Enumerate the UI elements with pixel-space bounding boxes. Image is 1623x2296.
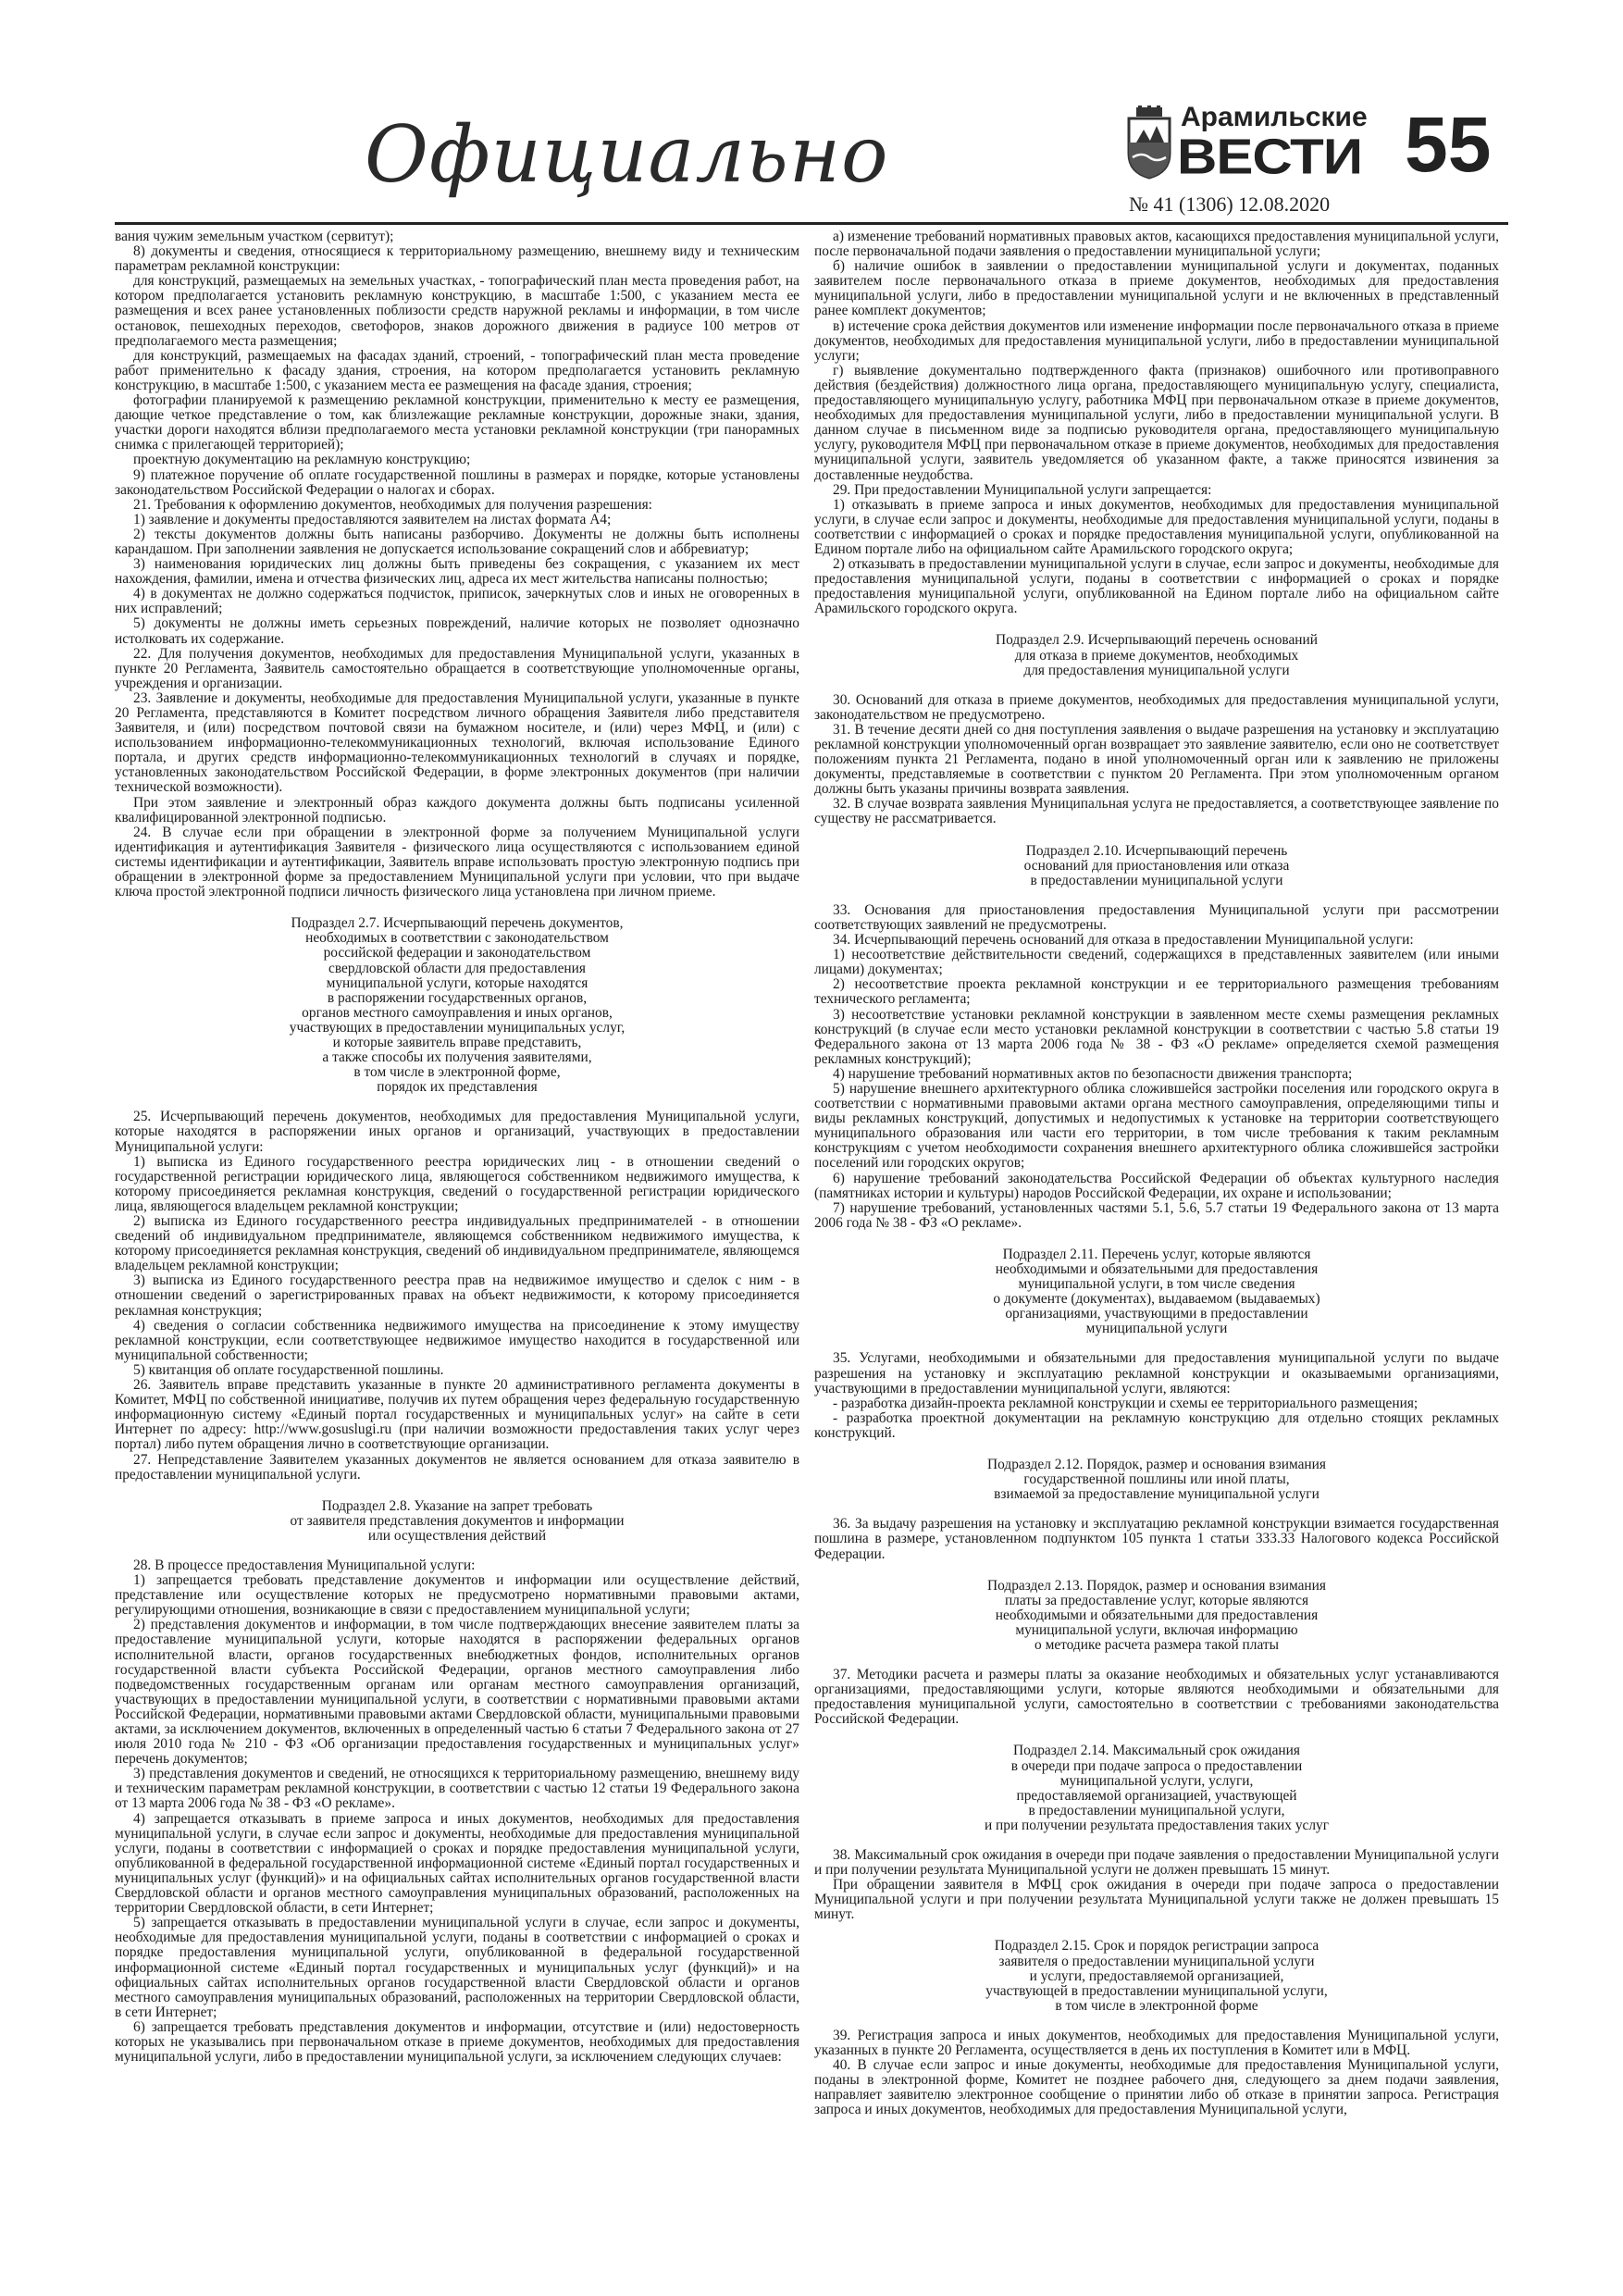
- subsection-heading-line: российской федерации и законодательством: [323, 945, 591, 962]
- paragraph: 38. Максимальный срок ожидания в очереди при подаче заявления о предоставлении Муниципальной услуги и при получении результата Муниципальной услуги не должен превышать 15 минут.: [814, 1847, 1499, 1879]
- paragraph: 1) несоответствие действительности сведений, содержащихся в представленных заявителем (или иными лицами) документах;: [814, 947, 1499, 978]
- subsection-heading-line: в предоставлении муниципальной услуги,: [1028, 1802, 1285, 1818]
- paragraph: 6) нарушение требований законодательства Российской Федерации об объектах культурного наследия (памятниках истории и культуры) народов Российской Федерации, их охране и использовании;: [814, 1170, 1499, 1201]
- issue-number-date: № 41 (1306) 12.08.2020: [1129, 192, 1331, 216]
- paragraph: 3) несоответствие установки рекламной конструкции в заявленном месте схемы размещения рекламных конструкций (в случае если место установки рекламной конструкции в соответствии с частью 5.8 статьи 19 Федерального закона от 13 марта 2006 года № 38 - ФЗ «О рекламе» определяется схемой размещения рекламных конструкций);: [814, 1006, 1499, 1067]
- paragraph: 2) выписка из Единого государственного реестра индивидуальных предпринимателей - в отношении сведений об индивидуальном предпринимателе, являющемся собственником недвижимого имущества, к которому присоединяется рекламная конструкция, сведений об индивидуальном предпринимателе, являющемся владельцем рекламной конструкции;: [115, 1213, 799, 1274]
- paragraph: 5) запрещается отказывать в предоставлении муниципальной услуги в случае, если запрос и документы, необходимые для предоставления муниципальной услуги, поданы в соответствии с информацией о сроках и порядке предоставления муниципальной услуги, опубликованной в федеральной государственной информационной системе «Единый портал государственных и муниципальных услуг (функций)» и на официальных сайтах исполнительных органов государственной власти Свердловской области и органов местного самоуправления муниципальных образований, расположенных на территории Свердловской области, в сети Интернет;: [115, 1915, 799, 2020]
- paragraph: 32. В случае возврата заявления Муниципальная услуга не предоставляется, а соответствующее заявление по существу не рассматривается.: [814, 796, 1499, 827]
- subsection-heading: [115, 916, 799, 1095]
- subsection-heading-line: и при получении результата предоставления таких услуг: [984, 1817, 1330, 1833]
- paragraph: 31. В течение десяти дней со дня поступления заявления о выдаче разрешения на установку и эксплуатацию рекламной конструкции уполномоченный орган возвращает это заявление заявителю, если оно не соответствует положениям пункта 21 Регламента, подано в иной уполномоченный орган или к заявлению не приложены документы, представляемые в соответствии с пунктом 20 Регламента. При этом уполномоченным органом должны быть указаны причины возврата заявления.: [814, 721, 1499, 798]
- paragraph: 4) нарушение требований нормативных актов по безопасности движения транспорта;: [833, 1065, 1353, 1082]
- paragraph: 36. За выдачу разрешения на установку и эксплуатацию рекламной конструкции взимается государственная пошлина в размере, установленном подпунктом 105 пункта 1 статьи 333.33 Налогового кодекса Российской Федерации.: [814, 1516, 1499, 1562]
- subsection-heading: [814, 1939, 1499, 2013]
- paragraph: фотографии планируемой к размещению рекламной конструкции, применительно к месту ее размещения, дающие четкое представление о том, как близлежащие рекламные конструкции, дорожные знаки, здания, участки дороги находятся вблизи предполагаемого места установки рекламной конструкции (три панорамных снимка с прилегающей территорией);: [115, 392, 799, 453]
- subsection-heading-line: порядок их представления: [377, 1079, 538, 1096]
- paragraph: 30. Оснований для отказа в приеме документов, необходимых для предоставления муниципальной услуги, законодательством не предусмотрено.: [814, 691, 1499, 723]
- subsection-heading-line: и услуги, предоставляемой организацией,: [1029, 1967, 1284, 1984]
- paragraph: 2) несоответствие проекта рекламной конструкции и ее территориального размещения требованиям технического регламента;: [814, 976, 1499, 1008]
- subsection-heading-line: Подраздел 2.15. Срок и порядок регистрации запроса: [994, 1938, 1319, 1955]
- subsection-heading-line: необходимыми и обязательными для предоставления: [995, 1607, 1319, 1623]
- paragraph: 3) наименования юридических лиц должны быть приведены без сокращения, с указанием их мест нахождения, фамилии, имена и отчества физических лиц, адреса их мест жительства написаны полностью;: [115, 556, 799, 588]
- subsection-heading-line: о методике расчета размера такой платы: [1035, 1636, 1279, 1653]
- paragraph: в) истечение срока действия документов или изменение информации после первоначального отказа в приеме документов, необходимых для предоставления муниципальной услуги, либо в предоставлении муниципальной услуги;: [814, 317, 1499, 364]
- subsection-heading-line: или осуществления действий: [367, 1527, 547, 1544]
- subsection-heading: [814, 1247, 1499, 1337]
- subsection-heading-line: предоставляемой организацией, участвующей: [1016, 1787, 1297, 1804]
- paragraph: г) выявление документально подтвержденного факта (признаков) ошибочного или противоправного действия (бездействия) должностного лица органа, предоставляющего муниципальную услугу, специалиста, предоставляющего муниципальную услугу, работника МФЦ при первоначальном отказе в приеме документов, необходимых для предоставления муниципальной услуги, либо в предоставлении муниципальной услуги. В данном случае в письменном виде за подписью руководителя органа, предоставляющего муниципальную услугу, руководителя МФЦ при первоначальном отказе в приеме документов, необходимых для предоставления муниципальной услуги, заявитель уведомляется об указанном факте, а также приносятся извинения за доставленные неудобства.: [814, 362, 1499, 483]
- paragraph: 6) запрещается требовать представления документов и информации, отсутствие и (или) недостоверность которых не указывались при первоначальном отказе в приеме документов, необходимых для предоставления муниципальной услуги, либо в предоставлении муниципальной услуги, за исключением следующих случаев:: [115, 2018, 799, 2066]
- subsection-heading-line: в том числе в электронной форме,: [353, 1064, 561, 1081]
- subsection-heading-line: государственной пошлины или иной платы,: [1023, 1471, 1290, 1488]
- paragraph: для конструкций, размещаемых на фасадах зданий, строений, - топографический план места проведение работ применительно к фасаду здания, строения, на котором предполагается установить рекламную конструкцию, в масштабе 1:500, с указанием места ее размещения на фасаде здания, строения;: [115, 347, 799, 393]
- subsection-heading-line: Подраздел 2.14. Максимальный срок ожидания: [1013, 1743, 1300, 1759]
- paragraph: 33. Основания для приостановления предоставления Муниципальной услуги при рассмотрении соответствующих заявлений не предусмотрены.: [814, 901, 1499, 933]
- subsection-heading-line: для отказа в приеме документов, необходимых: [1014, 647, 1299, 664]
- paragraph: 2) представления документов и информации, в том числе подтверждающих внесение заявителем платы за предоставление муниципальной услуги, которые находятся в распоряжении федеральных органов исполнительной власти, органов государственных внебюджетных фондов, исполнительных органов государственной власти субъекта Российской Федерации, органов местного самоуправления либо подведомственных государственным органам или органам местного самоуправления организаций, участвующих в предоставлении муниципальной услуги, в соответствии с нормативными правовыми актами Российской Федерации, нормативными правовыми актами Свердловской области, муниципальными правовыми актами, за исключением документов, включенных в определенный частью 6 статьи 7 Федерального закона от 27 июля 2010 года № 210 - ФЗ «Об организации предоставления государственных и муниципальных услуг» перечень документов;: [115, 1617, 799, 1768]
- paragraph: 29. При предоставлении Муниципальной услуги запрещается:: [833, 481, 1212, 498]
- subsection-heading-line: взимаемой за предоставление муниципальной услуги: [994, 1486, 1319, 1503]
- paragraph: 3) представления документов и сведений, не относящихся к территориальному размещению, внешнему виду и техническим параметрам рекламной конструкции, в соответствии с частью 12 статьи 19 Федерального закона от 13 марта 2006 года № 38 - ФЗ «О рекламе».: [115, 1766, 799, 1812]
- subsection-heading: [814, 1579, 1499, 1653]
- paragraph: 4) запрещается отказывать в приеме запроса и иных документов, необходимых для предоставления муниципальной услуги, в случае если запрос и документы, необходимые для предоставления муниципальной услуги, поданы в соответствии с информацией о сроках и порядке предоставления муниципальной услуги, опубликованной в федеральной государственной информационной системе «Единый портал государственных и муниципальных услуг (функций)» и на официальных сайтах исполнительных органов государственной власти Свердловской области и органов местного самоуправления муниципальных образований, расположенных на территории Свердловской области, в сети Интернет;: [115, 1810, 799, 1917]
- subsection-heading: [814, 1744, 1499, 1833]
- subsection-heading-line: о документе (документах), выдаваемом (выдаваемых): [993, 1291, 1320, 1308]
- paragraph: 21. Требования к оформлению документов, необходимых для получения разрешения:: [133, 496, 652, 513]
- subsection-heading-line: Подраздел 2.13. Порядок, размер и основания взимания: [987, 1577, 1326, 1594]
- paragraph: 5) нарушение внешнего архитектурного облика сложившейся застройки поселения или городского округа в соответствии с нормативными правовыми актами органа местного самоуправления, определяющими типы и виды рекламных конструкций, допустимых и недопустимых к установке на территории соответствующего муниципального образования или части его территории, в том числе требования к таким рекламным конструкциям с учетом необходимости сохранения внешнего архитектурного облика сложившейся застройки поселений или городских округов;: [814, 1080, 1499, 1172]
- subsection-heading-line: Подраздел 2.8. Указание на запрет требовать: [321, 1497, 593, 1514]
- logo-main-word: ВЕСТИ: [1177, 128, 1362, 185]
- newspaper-logo[interactable]: [1123, 100, 1368, 185]
- subsection-heading-line: организациями, участвующими в предоставлении: [1005, 1306, 1308, 1322]
- paragraph: При этом заявление и электронный образ каждого документа должны быть подписаны усиленной квалифицированной электронной подписью.: [115, 794, 799, 825]
- subsection-heading: [115, 1499, 799, 1544]
- masthead: [115, 100, 1508, 224]
- coat-of-arms-icon: [1123, 105, 1175, 180]
- paragraph: - разработка проектной документации на рекламную конструкцию для отдельно стоящих рекламных конструкций.: [814, 1409, 1499, 1441]
- article-column-left: [115, 230, 799, 2065]
- paragraph: 26. Заявитель вправе представить указанные в пункте 20 административного регламента документы в Комитет, МФЦ по собственной инициативе, получив их путем обращения через федеральную государственную информационную систему «Единый портал государственных и муниципальных услуг» на сайте в сети Интернет по адресу: http://www.gosuslugi.ru (при наличии возможности предоставления таких услуг через портал) либо путем обращения лично в соответствующие организации.: [115, 1377, 799, 1453]
- page-number: 55: [1405, 101, 1492, 188]
- paragraph: 40. В случае если запрос и иные документы, необходимые для предоставления Муниципальной услуги, поданы в электронной форме, Комитет не позднее рабочего дня, следующего за днем подачи заявления, направляет заявителю электронное сообщение о принятии либо об отказе в принятии запроса. Регистрация запроса и иных документов, необходимых для предоставления Муниципальной услуги,: [814, 2057, 1499, 2118]
- subsection-heading-line: а также способы их получения заявителями,: [322, 1049, 592, 1066]
- paragraph: 1) отказывать в приеме запроса и иных документов, необходимых для предоставления муниципальной услуги, в случае если запрос и документы, необходимые для предоставления муниципальной услуги, поданы в соответствии с информацией о сроках и порядке предоставления муниципальной услуги, опубликованной на Едином портале либо на официальном сайте Арамильского городского округа;: [814, 496, 1499, 557]
- paragraph: - разработка дизайн-проекта рекламной конструкции и схемы ее территориального размещения;: [833, 1395, 1419, 1411]
- paragraph: 37. Методики расчета и размеры платы за оказание необходимых и обязательных услуг устанавливаются организациями, предоставляющими услуги, которые являются необходимыми и обязательными для предоставления муниципальной услуги, самостоятельно в соответствии с требованиями законодательства Российской Федерации.: [814, 1667, 1499, 1728]
- paragraph: 2) тексты документов должны быть написаны разборчиво. Документы не должны быть исполнены карандашом. При заполнении заявления не допускается использование сокращений слов и аббревиатур;: [115, 526, 799, 557]
- paragraph: 1) выписка из Единого государственного реестра юридических лиц - в отношении сведений о государственной регистрации юридического лица, являющегося собственником недвижимого имущества, к которому присоединяется рекламная конструкция, сведений о государственной регистрации юридического лица, являющегося владельцем рекламной конструкции;: [115, 1153, 799, 1214]
- paragraph: а) изменение требований нормативных правовых актов, касающихся предоставления муниципальной услуги, после первоначальной подачи заявления о предоставлении муниципальной услуги;: [814, 229, 1499, 260]
- subsection-heading-line: участвующих в предоставлении муниципальных услуг,: [289, 1019, 626, 1036]
- paragraph: 35. Услугами, необходимыми и обязательными для предоставления муниципальной услуги по выдаче разрешения на установку и эксплуатацию рекламной конструкции и оказываемыми организациями, участвующими в предоставлении муниципальной услуги, являются:: [814, 1350, 1499, 1396]
- subsection-heading-line: платы за предоставление услуг, которые являются: [1004, 1592, 1309, 1608]
- paragraph: 8) документы и сведения, относящиеся к территориальному размещению, внешнему виду и техническим параметрам рекламной конструкции:: [115, 243, 799, 275]
- subsection-heading-line: муниципальной услуги, которые находятся: [326, 974, 588, 991]
- paragraph: 28. В процессе предоставления Муниципальной услуги:: [133, 1557, 476, 1573]
- paragraph: 2) отказывать в предоставлении муниципальной услуги в случае, если запрос и документы, необходимые для предоставления муниципальной услуги, поданы в соответствии с информацией о сроках и порядке предоставления муниципальной услуги, опубликованной на Едином портале либо на официальном сайте Арамильского городского округа.: [814, 556, 1499, 617]
- article-column-right: [814, 230, 1499, 2118]
- paragraph: 3) выписка из Единого государственного реестра прав на недвижимое имущество и сделок с ним - в отношении сведений о зарегистрированных правах на объект недвижимости, к которому присоединяется рекламная конструкция;: [115, 1272, 799, 1319]
- subsection-heading-line: от заявителя представления документов и информации: [290, 1512, 625, 1529]
- subsection-heading: [814, 1458, 1499, 1502]
- section-title: Официально: [365, 109, 889, 200]
- header-rule: [115, 222, 1508, 225]
- paragraph: 24. В случае если при обращении в электронной форме за получением Муниципальной услуги идентификация и аутентификация Заявителя - физического лица осуществляются с использованием единой системы идентификации и аутентификации, Заявитель вправе использовать простую электронную подпись при обращении в электронной форме за предоставлением Муниципальной услуги при условии, что при выдаче ключа простой электронной подписи личность физического лица установлена при личном приеме.: [115, 824, 799, 900]
- paragraph: вания чужим земельным участком (сервитут);: [115, 229, 394, 244]
- paragraph: 25. Исчерпывающий перечень документов, необходимых для предоставления Муниципальной услуги, которые находятся в распоряжении иных органов и организаций, участвующих в предоставлении Муниципальной услуги:: [115, 1109, 799, 1155]
- paragraph: 27. Непредставление Заявителем указанных документов не является основанием для отказа заявителю в предоставлении муниципальной услуги.: [115, 1451, 799, 1483]
- paragraph: 22. Для получения документов, необходимых для предоставления Муниципальной услуги, указанных в пункте 20 Регламента, Заявитель самостоятельно обращается в соответствующие уполномоченные органы, учреждения и организации.: [115, 645, 799, 691]
- subsection-heading: [814, 633, 1499, 677]
- paragraph: 9) платежное поручение об оплате государственной пошлины в размерах и порядке, которые установлены законодательством Российской Федерации о налогах и сборах.: [115, 466, 799, 498]
- paragraph: При обращении заявителя в МФЦ срок ожидания в очереди при подаче запроса о предоставлении Муниципальной услуги и при получении результата Муниципальной услуги также не должен превышать 15 минут.: [814, 1877, 1499, 1923]
- subsection-heading-line: органов местного самоуправления и иных органов,: [302, 1004, 613, 1021]
- subsection-heading-line: необходимыми и обязательными для предоставления: [995, 1261, 1319, 1277]
- subsection-heading-line: необходимых в соответствии с законодательством: [305, 930, 609, 947]
- paragraph: б) наличие ошибок в заявлении о предоставлении муниципальной услуги и документах, поданных заявителем после первоначального отказа в приеме документов, необходимых для предоставления муниципальной услуги, либо в предоставлении муниципальной услуги и не включенных в представленный ранее комплект документов;: [814, 258, 1499, 319]
- paragraph: 5) документы не должны иметь серьезных повреждений, наличие которых не позволяет однозначно истолковать их содержание.: [115, 615, 799, 647]
- paragraph: проектную документацию на рекламную конструкцию;: [133, 452, 471, 468]
- subsection-heading-line: участвующей в предоставлении муниципальной услуги,: [985, 1982, 1328, 1999]
- paragraph: 39. Регистрация запроса и иных документов, необходимых для предоставления Муниципальной услуги, указанных в пункте 20 Регламента, осуществляется в день их поступления в Комитет или в МФЦ.: [814, 2027, 1499, 2059]
- subsection-heading-line: для предоставления муниципальной услуги: [1023, 662, 1290, 678]
- subsection-heading-line: Подраздел 2.11. Перечень услуг, которые являются: [1002, 1246, 1311, 1262]
- paragraph: 34. Исчерпывающий перечень оснований для отказа в предоставлении Муниципальной услуги:: [833, 932, 1414, 949]
- subsection-heading-line: оснований для приостановления или отказа: [1023, 857, 1290, 874]
- subsection-heading-line: в предоставлении муниципальной услуги: [1030, 872, 1283, 888]
- paragraph: 7) нарушение требований, установленных частями 5.1, 5.6, 5.7 статьи 19 Федерального закона от 13 марта 2006 года № 38 - ФЗ «О рекламе».: [814, 1199, 1499, 1231]
- paragraph: 4) сведения о согласии собственника недвижимого имущества на присоединение к этому имуществу рекламной конструкции, если соответствующее недвижимое имущество находится в государственной или муниципальной собственности;: [115, 1317, 799, 1363]
- subsection-heading: [814, 844, 1499, 888]
- paragraph: 23. Заявление и документы, необходимые для предоставления Муниципальной услуги, указанные в пункте 20 Регламента, представляются в Комитет посредством личного обращения Заявителя либо представителя Заявителя, и (или) посредством почтовой связи на бумажном носителе, и (или) через МФЦ, и (или) с использованием информационно-телекоммуникационных технологий, включая использование Единого портала, и других средств информационно-телекоммуникационных технологий в случаях и порядке, установленных законодательством Российской Федерации, в форме электронных документов (при наличии технической возможности).: [115, 689, 799, 796]
- subsection-heading-line: муниципальной услуги, в том числе сведения: [1018, 1276, 1295, 1293]
- subsection-heading-line: муниципальной услуги, услуги,: [1059, 1772, 1254, 1789]
- logo-top-word: Арамильские: [1181, 102, 1368, 132]
- subsection-heading-line: и которые заявитель вправе представить,: [332, 1034, 582, 1050]
- subsection-heading-line: муниципальной услуги, включая информацию: [1015, 1621, 1298, 1638]
- paragraph: 1) запрещается требовать представление документов и информации или осуществление действий, представление или осуществление которых не предусмотрено нормативными правовыми актами, регулирующими отношения, возникающие в связи с предоставлением муниципальной услуги;: [115, 1572, 799, 1619]
- paragraph: для конструкций, размещаемых на земельных участках, - топографический план места проведения работ, на котором предполагается установить рекламную конструкцию, в масштабе 1:500, с указанием места ее размещения и всех ранее установленных поблизости средств наружной рекламы и информации, в том числе остановок, пешеходных переходов, светофоров, знаков дорожного движения в радиусе 100 метров от предполагаемого места размещения;: [115, 273, 799, 349]
- subsection-heading-line: муниципальной услуги: [1085, 1321, 1228, 1337]
- paragraph: 4) в документах не должно содержаться подчисток, приписок, зачеркнутых слов и иных не оговоренных в них исправлений;: [115, 586, 799, 617]
- subsection-heading-line: Подраздел 2.9. Исчерпывающий перечень оснований: [995, 632, 1319, 649]
- subsection-heading-line: Подраздел 2.12. Порядок, размер и основания взимания: [987, 1457, 1326, 1473]
- subsection-heading-line: заявителя о предоставлении муниципальной услуги: [998, 1953, 1315, 1969]
- subsection-heading-line: в распоряжении государственных органов,: [327, 989, 588, 1006]
- subsection-heading-line: свердловской области для предоставления: [328, 960, 586, 976]
- paragraph: 5) квитанция об оплате государственной пошлины.: [133, 1361, 444, 1378]
- paragraph: 1) заявление и документы предоставляются заявителем на листах формата А4;: [133, 511, 612, 527]
- subsection-heading-line: Подраздел 2.7. Исчерпывающий перечень документов,: [291, 915, 624, 932]
- subsection-heading-line: Подраздел 2.10. Исчерпывающий перечень: [1025, 842, 1288, 859]
- subsection-heading-line: в очереди при подаче запроса о предоставлении: [1010, 1757, 1303, 1774]
- subsection-heading-line: в том числе в электронной форме: [1055, 1997, 1258, 2014]
